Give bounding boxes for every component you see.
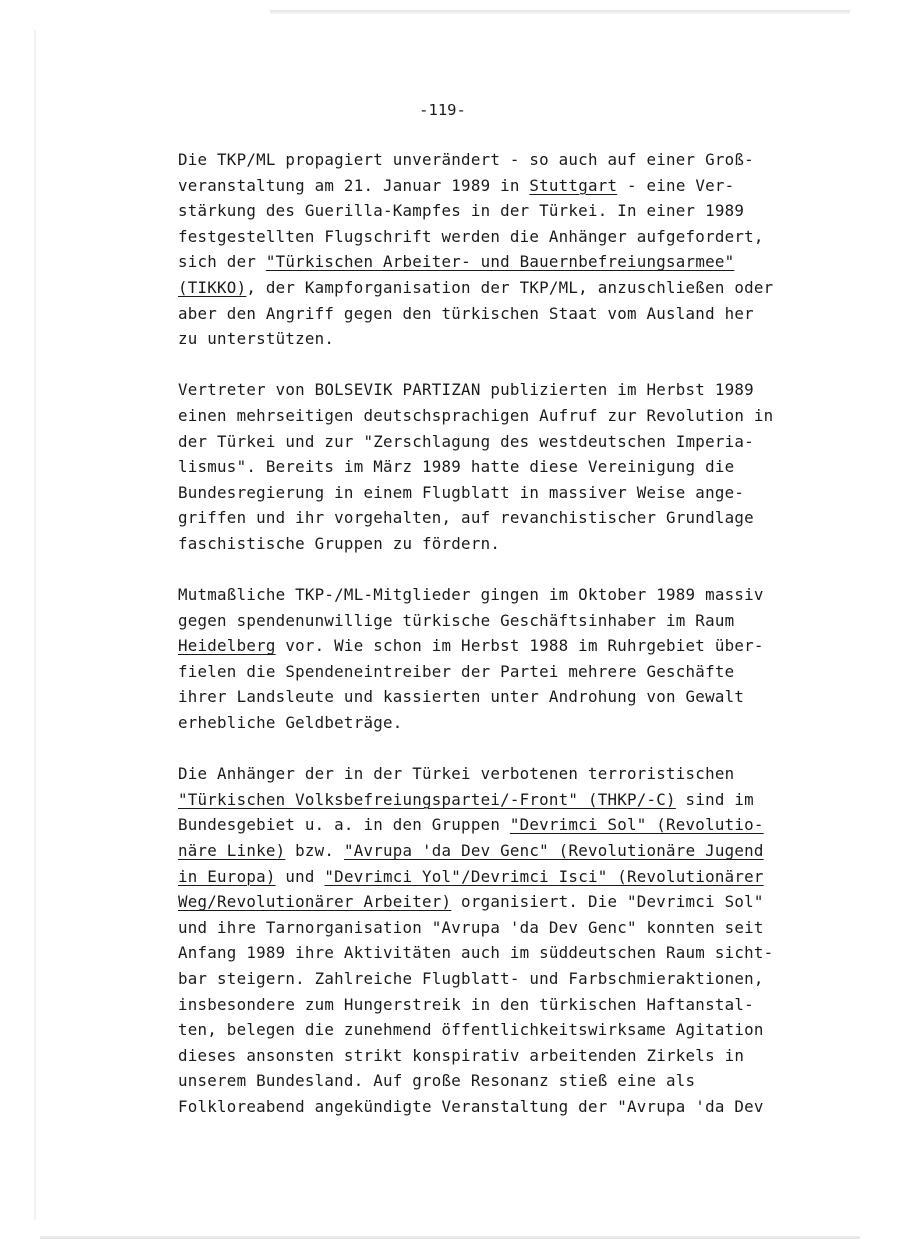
text-segment: griffen und ihr vorgehalten, auf revanchistischer Grundlage xyxy=(178,508,754,528)
text-line xyxy=(178,173,838,199)
text-segment: dieses ansonsten strikt konspirativ arbeitenden Zirkels in xyxy=(178,1045,745,1065)
text-line xyxy=(178,684,838,710)
text-line xyxy=(178,787,838,813)
text-line xyxy=(178,659,838,685)
text-line xyxy=(178,838,838,864)
body-text xyxy=(178,147,838,1145)
paragraph xyxy=(178,377,838,556)
text-line xyxy=(178,1094,838,1120)
text-segment: Bundesgebiet u. a. in den Gruppen xyxy=(178,815,510,835)
text-line xyxy=(178,429,838,455)
text-line xyxy=(178,608,838,634)
text-line xyxy=(178,889,838,915)
text-segment: - eine Ver- xyxy=(617,175,735,195)
underlined-text: (TIKKO) xyxy=(178,277,247,297)
text-line xyxy=(178,710,838,736)
text-segment: ihrer Landsleute und kassierten unter Androhung von Gewalt xyxy=(178,687,745,707)
text-segment: unserem Bundesland. Auf große Resonanz stieß eine als xyxy=(178,1071,696,1091)
underlined-text: "Devrimci Yol"/Devrimci Isci" (Revolutionärer xyxy=(324,866,764,886)
underlined-text: Heidelberg xyxy=(178,636,276,656)
text-segment: einen mehrseitigen deutschsprachigen Aufruf zur Revolution in xyxy=(178,405,774,425)
paragraph xyxy=(178,582,838,736)
text-segment: , der Kampforganisation der TKP/ML, anzuschließen oder xyxy=(246,277,774,297)
text-segment: faschistische Gruppen zu fördern. xyxy=(178,533,501,553)
text-segment: aber den Angriff gegen den türkischen Staat vom Ausland her xyxy=(178,303,754,323)
text-line xyxy=(178,761,838,787)
underlined-text: Weg/Revolutionärer Arbeiter) xyxy=(178,892,452,912)
text-segment: stärkung des Guerilla-Kampfes in der Türkei. In einer 1989 xyxy=(178,201,745,221)
text-line xyxy=(178,480,838,506)
underlined-text: näre Linke) xyxy=(178,841,286,861)
text-segment: organisiert. Die "Devrimci Sol" xyxy=(451,892,764,912)
scan-edge-top xyxy=(270,10,850,14)
text-segment: festgestellten Flugschrift werden die Anhänger aufgefordert, xyxy=(178,226,764,246)
text-line xyxy=(178,582,838,608)
text-line xyxy=(178,326,838,352)
text-line xyxy=(178,531,838,557)
text-segment: erhebliche Geldbeträge. xyxy=(178,713,403,733)
scan-edge-left xyxy=(34,30,36,1220)
text-line xyxy=(178,1017,838,1043)
text-segment: sind im xyxy=(675,789,754,809)
text-segment: fielen die Spendeneintreiber der Partei mehrere Geschäfte xyxy=(178,661,735,681)
text-line xyxy=(178,633,838,659)
text-line xyxy=(178,940,838,966)
text-segment: ten, belegen die zunehmend öffentlichkeitswirksame Agitation xyxy=(178,1020,764,1040)
text-segment: Anfang 1989 ihre Aktivitäten auch im süddeutschen Raum sicht- xyxy=(178,943,774,963)
text-segment: insbesondere zum Hungerstreik in den türkischen Haftanstal- xyxy=(178,994,754,1014)
underlined-text: "Avrupa 'da Dev Genc" (Revolutionäre Jugend xyxy=(343,841,764,861)
text-line xyxy=(178,224,838,250)
text-segment: sich der xyxy=(178,252,266,272)
text-segment: Die Anhänger der in der Türkei verbotenen terroristischen xyxy=(178,764,735,784)
text-segment: veranstaltung am 21. Januar 1989 in xyxy=(178,175,530,195)
text-segment: Vertreter von BOLSEVIK PARTIZAN publizierten im Herbst 1989 xyxy=(178,380,754,400)
scan-edge-bottom xyxy=(40,1236,860,1239)
text-segment: lismus". Bereits im März 1989 hatte diese Vereinigung die xyxy=(178,457,735,477)
text-line xyxy=(178,966,838,992)
text-segment: bar steigern. Zahlreiche Flugblatt- und Farbschmieraktionen, xyxy=(178,969,764,988)
text-line xyxy=(178,147,838,173)
text-line xyxy=(178,1043,838,1069)
text-segment: Die TKP/ML propagiert unverändert - so auch auf einer Groß- xyxy=(178,150,754,169)
text-line xyxy=(178,454,838,480)
text-segment: und ihre Tarnorganisation "Avrupa 'da Dev Genc" konnten seit xyxy=(178,917,764,937)
underlined-text: Stuttgart xyxy=(529,175,618,195)
text-line xyxy=(178,301,838,327)
text-line xyxy=(178,864,838,890)
text-line xyxy=(178,403,838,429)
text-line xyxy=(178,249,838,275)
page-number: -119- xyxy=(419,101,466,119)
text-segment: der Türkei und zur "Zerschlagung des westdeutschen Imperia- xyxy=(178,431,754,451)
text-line xyxy=(178,198,838,224)
text-segment: bzw. xyxy=(285,841,344,861)
text-segment: Mutmaßliche TKP-/ML-Mitglieder gingen im Oktober 1989 massiv xyxy=(178,585,764,605)
text-line xyxy=(178,275,838,301)
text-segment: zu unterstützen. xyxy=(178,329,335,349)
text-line xyxy=(178,992,838,1018)
text-segment: und xyxy=(275,866,325,886)
paragraph xyxy=(178,147,838,352)
text-line xyxy=(178,1068,838,1094)
text-segment: Bundesregierung in einem Flugblatt in massiver Weise ange- xyxy=(178,482,745,502)
underlined-text: "Türkischen Volksbefreiungspartei/-Front" (THKP/-C) xyxy=(178,789,676,809)
text-segment: Folkloreabend angekündigte Veranstaltung der "Avrupa 'da Dev xyxy=(178,1096,764,1116)
underlined-text: "Türkischen Arbeiter- und Bauernbefreiungsarmee" xyxy=(265,252,735,272)
text-line xyxy=(178,377,838,403)
underlined-text: "Devrimci Sol" (Revolutio- xyxy=(509,815,764,835)
text-line xyxy=(178,915,838,941)
text-segment: gegen spendenunwillige türkische Geschäftsinhaber im Raum xyxy=(178,610,735,630)
text-line xyxy=(178,812,838,838)
underlined-text: in Europa) xyxy=(178,866,276,886)
text-segment: vor. Wie schon im Herbst 1988 im Ruhrgebiet über- xyxy=(275,636,764,656)
paragraph xyxy=(178,761,838,1119)
text-line xyxy=(178,505,838,531)
